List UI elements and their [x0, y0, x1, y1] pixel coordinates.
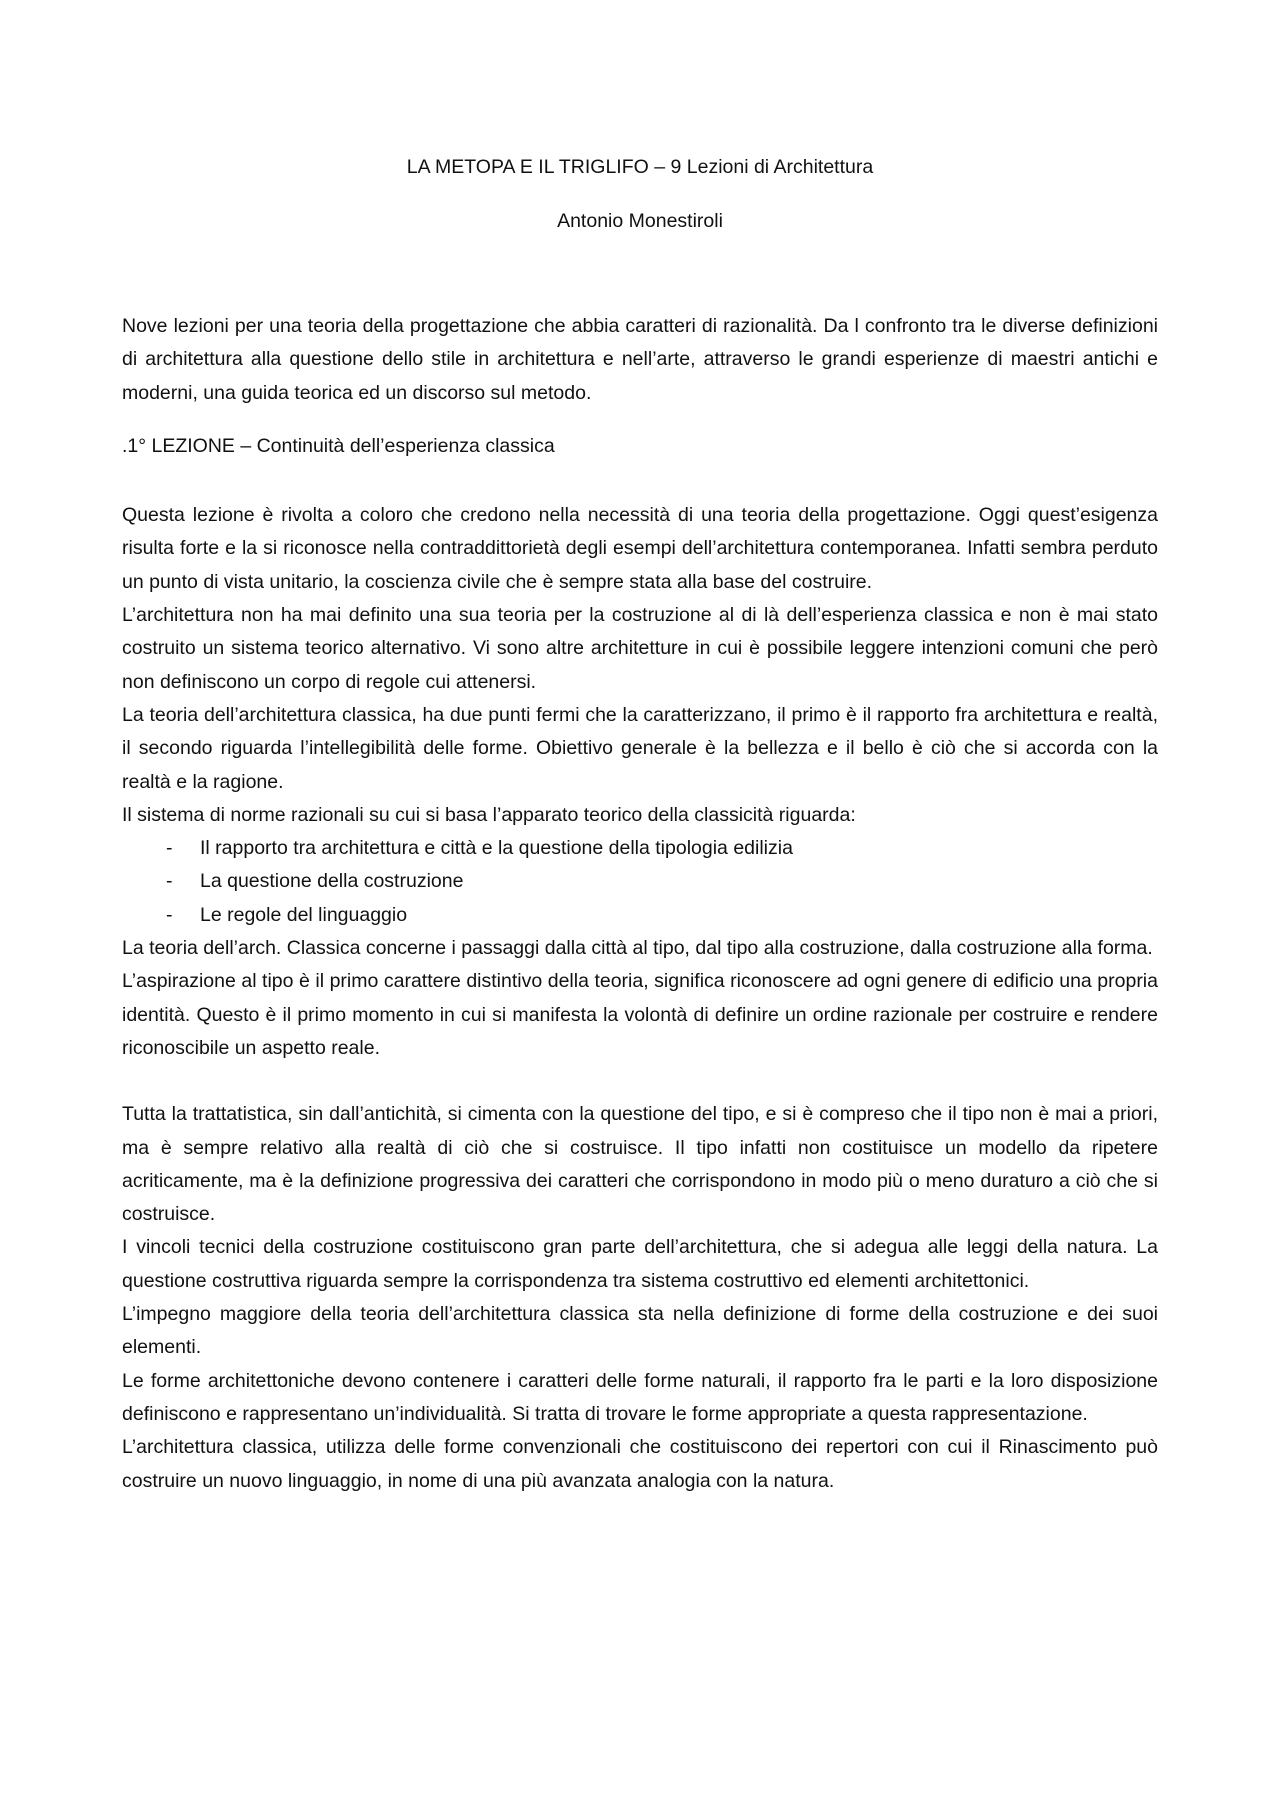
- document-author: Antonio Monestiroli: [557, 210, 723, 232]
- list-item: [122, 865, 1158, 898]
- paragraph: Questa lezione è rivolta a coloro che credono nella necessità di una teoria della progettazione. Oggi quest’esigenza risulta forte e la si riconosce nella contraddittorietà degli esempi dell’architettura contemporanea. Infatti sembra perduto un punto di vista unitario, la coscienza civile che è sempre stata alla base del costruire.: [122, 504, 1158, 593]
- section-a: [122, 499, 1158, 1065]
- list-item-text: Il rapporto tra architettura e città e la questione della tipologia edilizia: [200, 837, 793, 860]
- norms-list: [122, 832, 1158, 932]
- lesson-heading: .1° LEZIONE – Continuità dell’esperienza classica: [122, 434, 555, 457]
- paragraph: I vincoli tecnici della costruzione costituiscono gran parte dell’architettura, che si adegua alle leggi della natura. La questione costruttiva riguarda sempre la corrispondenza tra sistema costruttivo ed elementi architettonici.: [122, 1236, 1158, 1292]
- paragraph: L’aspirazione al tipo è il primo carattere distintivo della teoria, significa riconoscere ad ogni genere di edificio una propria identità. Questo è il primo momento in cui si manifesta la volontà di definire un ordine razionale per costruire e rendere riconoscibile un aspetto reale.: [122, 970, 1158, 1059]
- paragraph: La teoria dell’architettura classica, ha due punti fermi che la caratterizzano, il primo è il rapporto fra architettura e realtà, il secondo riguarda l’intellegibilità delle forme. Obiettivo generale è la bellezza e il bello è ciò che si accorda con la realtà e la ragione.: [122, 703, 1158, 793]
- paragraph: L’impegno maggiore della teoria dell’architettura classica sta nella definizione di forme della costruzione e dei suoi elementi.: [122, 1303, 1158, 1359]
- section-b: [122, 1098, 1158, 1498]
- intro-paragraph: Nove lezioni per una teoria della progettazione che abbia caratteri di razionalità. Da l confronto tra le diverse definizioni di architettura alla questione dello stile in architettura e nell’arte, attraverso le grandi esperienze di maestri antichi e moderni, una guida teorica ed un discorso sul metodo.: [122, 315, 1158, 404]
- document-body: [122, 150, 1158, 1498]
- list-item-text: La questione della costruzione: [200, 870, 464, 893]
- list-marker: -: [166, 837, 173, 860]
- paragraph: Le forme architettoniche devono contenere i caratteri delle forme naturali, il rapporto fra le parti e la loro disposizione definiscono e rappresentano un’individualità. Si tratta di trovare le forme appropriate a questa rappresentazione.: [122, 1369, 1158, 1425]
- paragraph: L’architettura non ha mai definito una sua teoria per la costruzione al di là dell’esperienza classica e non è mai stato costruito un sistema teorico alternativo. Vi sono altre architetture in cui è possibile leggere intenzioni comuni che però non definiscono un corpo di regole cui attenersi.: [122, 604, 1158, 693]
- paragraph: L’architettura classica, utilizza delle forme convenzionali che costituiscono dei repertori con cui il Rinascimento può costruire un nuovo linguaggio, in nome di una più avanzata analogia con la natura.: [122, 1436, 1158, 1492]
- list-marker: -: [166, 870, 173, 893]
- list-item: [122, 899, 1158, 932]
- document-title: LA METOPA E IL TRIGLIFO – 9 Lezioni di Architettura: [406, 156, 874, 178]
- list-marker: -: [166, 903, 173, 926]
- list-item: [122, 832, 1158, 865]
- list-item-text: Le regole del linguaggio: [200, 903, 408, 926]
- paragraph: Tutta la trattatistica, sin dall’antichità, si cimenta con la questione del tipo, e si è compreso che il tipo non è mai a priori, ma è sempre relativo alla realtà di ciò che si costruisce. Il tipo infatti non costituisce un modello da ripetere acriticamente, ma è la definizione progressiva dei caratteri che corrispondono in modo più o meno duraturo a ciò che si costruisce.: [122, 1103, 1158, 1226]
- paragraph: La teoria dell’arch. Classica concerne i passaggi dalla città al tipo, dal tipo alla costruzione, dalla costruzione alla forma.: [122, 937, 1153, 960]
- paragraph: Il sistema di norme razionali su cui si basa l’apparato teorico della classicità riguarda:: [122, 803, 856, 826]
